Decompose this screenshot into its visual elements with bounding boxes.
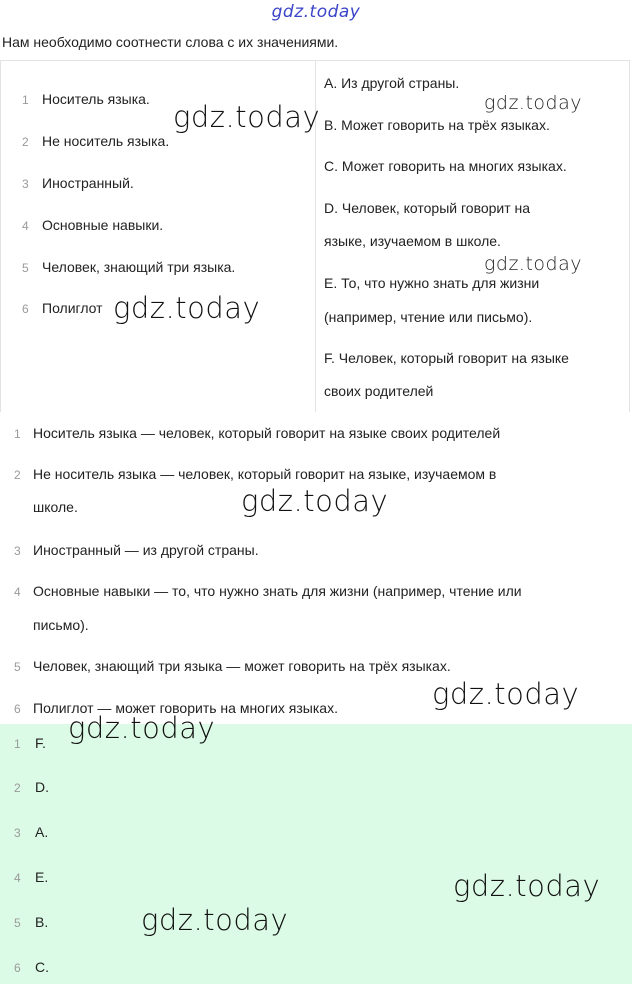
word-text: Человек, знающий три языка. (42, 259, 236, 275)
answer-item (14, 658, 451, 674)
key-number: 2 (14, 781, 21, 795)
word-item (22, 217, 163, 233)
watermark: gdz.today (173, 100, 321, 134)
watermark: gdz.today (241, 484, 389, 518)
answer-item (14, 466, 496, 482)
meaning-line: (например, чтение или письмо). (324, 309, 533, 325)
watermark: gdz.today (484, 253, 582, 275)
item-number: 5 (22, 261, 29, 275)
meaning-line: F. Человек, который говорит на языке (324, 350, 569, 366)
answer-number: 2 (14, 468, 21, 482)
meaning-line: C. Может говорить на многих языках. (324, 158, 567, 174)
answer-text: Полиглот — может говорить на многих языках. (33, 700, 338, 716)
key-letter: F. (35, 735, 46, 751)
answer-text: Человек, знающий три языка — может говорить на трёх языках. (33, 658, 451, 674)
meaning-line: E. То, что нужно знать для жизни (324, 275, 540, 291)
item-number: 6 (22, 302, 29, 316)
answer-number: 1 (14, 427, 21, 441)
answer-text: Не носитель языка — человек, который говорит на языке, изучаемом в (33, 466, 497, 482)
word-item (22, 300, 103, 316)
key-number: 6 (14, 961, 21, 975)
answer-text-continued: школе. (33, 499, 78, 515)
answer-number: 3 (14, 544, 21, 558)
word-text: Носитель языка. (42, 91, 150, 107)
key-letter: A. (35, 824, 49, 840)
key-item (14, 824, 48, 840)
key-number: 5 (14, 916, 21, 930)
item-number: 2 (22, 135, 29, 149)
answer-number: 4 (14, 585, 21, 599)
key-item (14, 869, 48, 885)
answer-number: 6 (14, 702, 21, 716)
watermark: gdz.today (484, 92, 582, 114)
watermark: gdz.today (432, 677, 580, 711)
meaning-line: D. Человек, который говорит на (324, 200, 531, 216)
key-letter: E. (35, 869, 49, 885)
word-item (22, 175, 134, 191)
key-letter: D. (35, 779, 49, 795)
answer-key-block (0, 724, 632, 984)
key-item (14, 959, 49, 975)
key-number: 3 (14, 826, 21, 840)
item-number: 4 (22, 219, 29, 233)
item-number: 1 (22, 93, 29, 107)
meaning-line: B. Может говорить на трёх языках. (324, 117, 550, 133)
answer-item (14, 583, 522, 599)
site-logo[interactable]: gdz.today (271, 2, 361, 22)
key-item (14, 914, 48, 930)
word-text: Основные навыки. (42, 217, 164, 233)
key-number: 1 (14, 737, 21, 751)
key-letter: B. (35, 914, 49, 930)
answer-text: Основные навыки — то, что нужно знать для жизни (например, чтение или (33, 583, 522, 599)
key-item (14, 779, 49, 795)
meaning-line: A. Из другой страны. (324, 75, 460, 91)
watermark: gdz.today (453, 869, 601, 903)
word-text: Полиглот (42, 300, 103, 316)
key-item (14, 735, 46, 751)
word-item (22, 91, 150, 107)
answer-text: Носитель языка — человек, который говорит на языке своих родителей (33, 425, 501, 441)
answer-text: Иностранный — из другой страны. (33, 542, 259, 558)
word-text: Иностранный. (42, 175, 134, 191)
word-item (22, 259, 235, 275)
answer-text-continued: письмо). (33, 617, 89, 633)
item-number: 3 (22, 177, 29, 191)
watermark: gdz.today (113, 291, 261, 325)
task-instruction: Нам необходимо соотнести слова с их значениями. (2, 34, 339, 50)
key-letter: C. (35, 959, 49, 975)
meaning-line: языке, изучаемом в школе. (324, 233, 501, 249)
answer-item (14, 542, 259, 558)
key-number: 4 (14, 871, 21, 885)
answer-item (14, 425, 500, 441)
watermark: gdz.today (68, 711, 216, 745)
meaning-line: своих родителей (324, 383, 434, 399)
watermark: gdz.today (141, 903, 289, 937)
word-text: Не носитель языка. (42, 133, 170, 149)
answer-number: 5 (14, 660, 21, 674)
word-item (22, 133, 169, 149)
